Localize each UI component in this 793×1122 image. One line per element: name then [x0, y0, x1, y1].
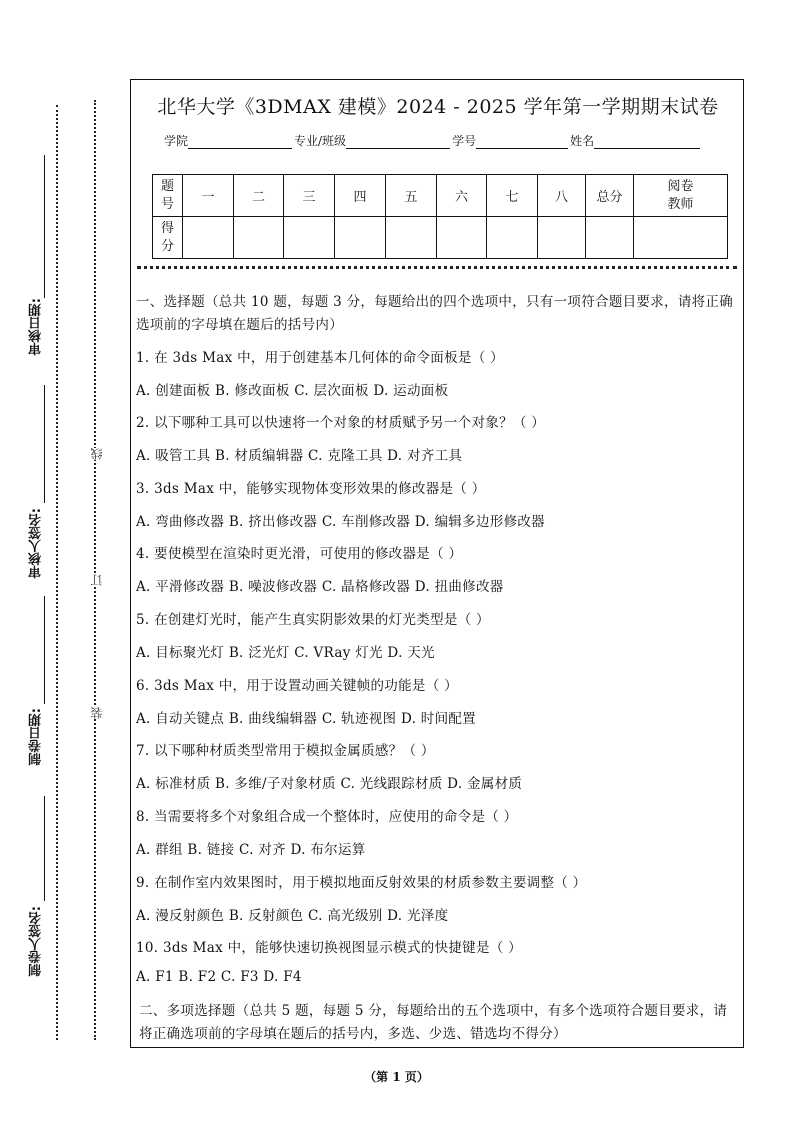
score-header-cell: 三 [284, 175, 335, 217]
exam-frame [130, 79, 744, 1048]
question-options: A. 平滑修改器 B. 噪波修改器 C. 晶格修改器 D. 扭曲修改器 [136, 579, 504, 595]
section1-heading: 一、选择题（总共 10 题，每题 3 分，每题给出的四个选项中，只有一项符合题目要求，请将正确选项前的字母填在题后的括号内） [136, 294, 734, 333]
major-label: 专业/班级 [294, 134, 347, 148]
question-text: 2. 以下哪种工具可以快速将一个对象的材质赋予另一个对象？（ ） [136, 415, 546, 431]
question-text: 8. 当需要将多个对象组合成一个整体时，应使用的命令是（ ） [136, 809, 518, 825]
score-cell[interactable] [538, 217, 586, 259]
exam-title: 北华大学《3DMAX 建模》2024 - 2025 学年第一学期期末试卷 [157, 96, 719, 118]
score-cell[interactable] [386, 217, 437, 259]
score-header-cell: 七 [487, 175, 538, 217]
question-options: A. 标准材质 B. 多维/子对象材质 C. 光线跟踪材质 D. 金属材质 [136, 776, 523, 792]
score-cell[interactable] [183, 217, 234, 259]
binding-char-line: 线 [90, 448, 104, 460]
question-text: 9. 在制作室内效果图时，用于模拟地面反射效果的材质参数主要调整（ ） [136, 875, 587, 891]
name-label: 姓名 [570, 134, 595, 148]
score-header-cell: 总分 [586, 175, 634, 217]
compiler-signature-label: 制卷人签名: [29, 906, 44, 977]
score-header-cell: 六 [437, 175, 487, 217]
question-text: 6. 3ds Max 中，用于设置动画关键帧的功能是（ ） [136, 678, 458, 694]
score-table [152, 174, 728, 259]
name-field[interactable] [594, 134, 700, 149]
dotted-separator [137, 266, 737, 269]
dotted-column-outer [56, 105, 58, 1040]
question-options: A. 自动关键点 B. 曲线编辑器 C. 轨迹视图 D. 时间配置 [136, 711, 476, 727]
student-id-field[interactable] [476, 134, 568, 149]
question-text: 3. 3ds Max 中，能够实现物体变形效果的修改器是（ ） [136, 481, 486, 497]
score-cell[interactable] [586, 217, 634, 259]
compiler-signature-line[interactable] [44, 796, 45, 901]
major-field[interactable] [346, 134, 450, 149]
score-header-cell: 八 [538, 175, 586, 217]
question-text: 4. 要使模型在渲染时更光滑，可使用的修改器是（ ） [136, 546, 463, 562]
score-cell[interactable] [284, 217, 335, 259]
question-options: A. 群组 B. 链接 C. 对齐 D. 布尔运算 [136, 842, 366, 858]
question-options: A. 创建面板 B. 修改面板 C. 层次面板 D. 运动面板 [136, 383, 449, 399]
college-label: 学院 [164, 134, 189, 148]
score-cell[interactable] [437, 217, 487, 259]
score-header-cell: 二 [234, 175, 284, 217]
compile-date-line[interactable] [44, 596, 45, 704]
reviewer-signature-label: 审核人签名: [29, 508, 44, 579]
page-number: （第 1 页） [364, 1070, 429, 1084]
question-text: 7. 以下哪种材质类型常用于模拟金属质感？（ ） [136, 743, 435, 759]
question-options: A. 目标聚光灯 B. 泛光灯 C. VRay 灯光 D. 天光 [136, 645, 435, 661]
score-header-cell: 阅卷教师 [634, 175, 728, 217]
question-options: A. 漫反射颜色 B. 反射颜色 C. 高光级别 D. 光泽度 [136, 908, 449, 924]
section2-heading: 二、多项选择题（总共 5 题，每题 5 分，每题给出的五个选项中，有多个选项符合题目要求，请将正确选项前的字母填在题后的括号内，多选、少选、错选均不得分） [139, 1003, 728, 1042]
score-cell[interactable] [335, 217, 386, 259]
reviewer-signature-line[interactable] [44, 385, 45, 503]
college-field[interactable] [188, 134, 292, 149]
score-row-label: 得分 [153, 217, 183, 259]
score-cell[interactable] [634, 217, 728, 259]
question-text: 10. 3ds Max 中，能够快速切换视图显示模式的快捷键是（ ） [136, 940, 522, 956]
question-text: 5. 在创建灯光时，能产生真实阴影效果的灯光类型是（ ） [136, 612, 490, 628]
student-id-label: 学号 [452, 134, 477, 148]
score-cell[interactable] [487, 217, 538, 259]
question-options: A. 吸管工具 B. 材质编辑器 C. 克隆工具 D. 对齐工具 [136, 448, 463, 464]
question-text: 1. 在 3ds Max 中，用于创建基本几何体的命令面板是（ ） [136, 350, 504, 366]
binding-char-bind: 装 [90, 707, 104, 719]
score-header-cell: 题号 [153, 175, 183, 217]
score-header-cell: 五 [386, 175, 437, 217]
question-options: A. F1 B. F2 C. F3 D. F4 [136, 969, 302, 985]
compile-date-label: 制卷日期: [29, 708, 44, 766]
review-date-line [44, 155, 45, 298]
student-info-row [164, 132, 702, 149]
score-header-cell: 一 [183, 175, 234, 217]
binding-char-order: 订 [90, 574, 104, 586]
score-cell[interactable] [234, 217, 284, 259]
score-header-cell: 四 [335, 175, 386, 217]
review-date-label: 审核日期: [29, 298, 44, 356]
dotted-column-inner [94, 100, 96, 1040]
question-options: A. 弯曲修改器 B. 挤出修改器 C. 车削修改器 D. 编辑多边形修改器 [136, 514, 545, 530]
